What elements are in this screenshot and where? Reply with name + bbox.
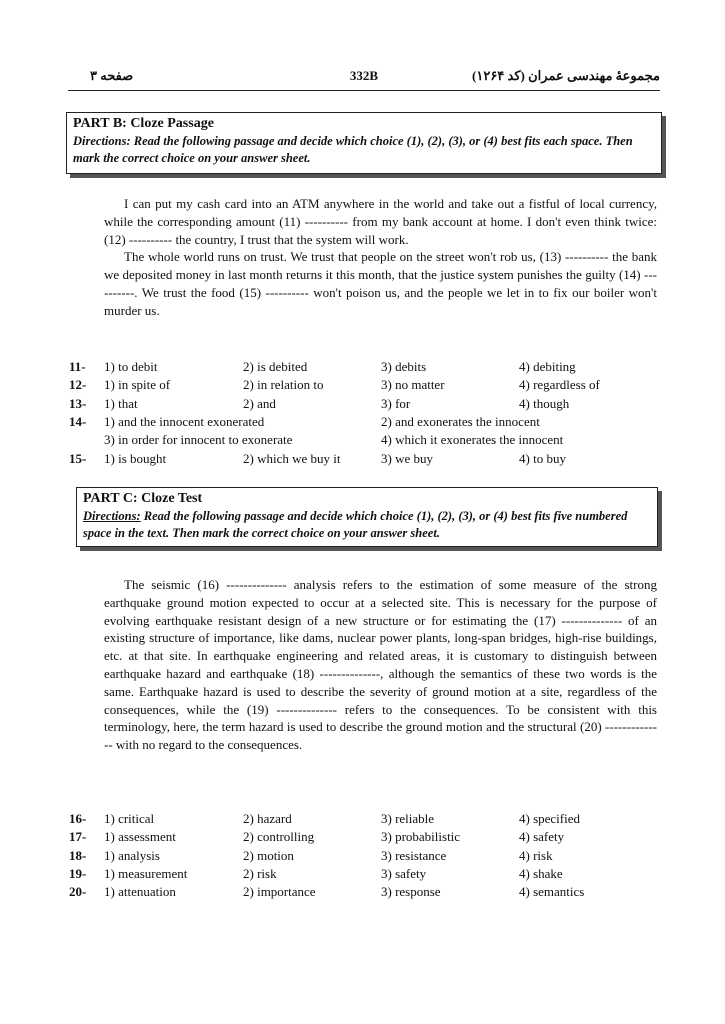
answer-option[interactable]: 2) motion	[243, 847, 294, 863]
question-row	[0, 883, 725, 901]
question-number: 11-	[69, 359, 86, 374]
answer-option[interactable]: 3) safety	[381, 865, 427, 881]
answer-option[interactable]: 2) and exonerates the innocent	[381, 413, 540, 429]
answer-option[interactable]: 1) assessment	[104, 829, 176, 845]
part-c-passage	[104, 576, 657, 754]
answer-option[interactable]: 2) is debited	[243, 359, 308, 374]
answer-option[interactable]: 1) to debit	[104, 359, 158, 374]
question-number: 16-	[69, 811, 87, 826]
part-b-directions: Directions: Read the following passage and decide which choice (1), (2), (3), or (4) best fits each space. Then mark the correct choice on your answer sheet.	[73, 134, 633, 165]
answer-option[interactable]: 2) controlling	[243, 829, 315, 845]
answer-option[interactable]: 1) critical	[104, 811, 155, 826]
part-c-paragraph: The seismic (16) -------------- analysis refers to the estimation of some measure of the strong earthquake ground motion expected to occur at a selected site. This is necessary for the purpose of evolving earthquake resistant design of a new structure or for estimating the (17) -------------- of an existing structure of importance, like dams, nuclear power plants, long-span bridges, high-rise buildings, etc. at that site. In earthquake engineering and related areas, it is customary to distinguish between earthquake hazard and earthquake (18) --------------, although the semantics of these two words is the same. Earthquake hazard is used to describe the severity of ground motion at a site, regardless of the consequences, while the (19) -------------- refers to the consequences. To be consistent with this terminology, here, the term hazard is used to describe the ground motion and the structural (20) -------------- with no regard to the consequences.	[104, 577, 657, 753]
answer-option[interactable]: 1) in spite of	[104, 377, 171, 393]
answer-option[interactable]: 1) that	[104, 395, 138, 411]
question-row	[0, 376, 725, 394]
answer-option[interactable]: 3) debits	[381, 359, 427, 374]
answer-option[interactable]: 1) measurement	[104, 865, 188, 881]
question-row	[0, 358, 725, 376]
answer-option[interactable]: 1) is bought	[104, 450, 167, 466]
part-b-paragraph-2: The whole world runs on trust. We trust that people on the street won't rob us, (13) ---------- the bank we deposited money in last month returns it this month, that the justice system punishes the guilty (14) ----------. We trust the food (15) ---------- won't poison us, and the people we let in to fix our boiler won't murder us.	[104, 249, 657, 318]
answer-option[interactable]: 1) attenuation	[104, 884, 176, 900]
part-b-box	[66, 112, 662, 174]
answer-option[interactable]: 3) probabilistic	[381, 829, 461, 845]
question-number: 19-	[69, 865, 87, 881]
question-number: 18-	[69, 847, 87, 863]
question-row	[0, 847, 725, 865]
answer-option[interactable]: 2) in relation to	[243, 377, 324, 393]
answer-option[interactable]: 2) which we buy it	[243, 450, 341, 466]
part-c-directions-label: Directions:	[83, 509, 141, 523]
question-number: 17-	[69, 829, 87, 845]
question-row	[0, 828, 725, 846]
answer-option[interactable]: 3) reliable	[381, 811, 435, 826]
question-row	[0, 865, 725, 883]
header-rule	[68, 90, 660, 91]
answer-option[interactable]: 4) to buy	[519, 450, 566, 466]
answer-option[interactable]: 2) importance	[243, 884, 316, 900]
question-number: 15-	[69, 450, 87, 466]
answer-option[interactable]: 3) we buy	[381, 450, 433, 466]
question-number: 13-	[69, 395, 87, 411]
part-b-title: PART B: Cloze Passage	[73, 116, 214, 131]
answer-option[interactable]: 1) analysis	[104, 847, 160, 863]
answer-option[interactable]: 4) shake	[519, 865, 563, 881]
answer-option[interactable]: 3) in order for innocent to exonerate	[104, 432, 293, 448]
answer-option[interactable]: 4) regardless of	[519, 377, 600, 393]
answer-option[interactable]: 3) for	[381, 395, 411, 411]
question-row	[0, 810, 725, 828]
answer-option[interactable]: 4) though	[519, 395, 570, 411]
answer-option[interactable]: 3) resistance	[381, 847, 447, 863]
question-row	[0, 450, 725, 468]
page-number: صفحه ۳	[90, 68, 134, 83]
answer-option[interactable]: 3) no matter	[381, 377, 445, 393]
question-row	[0, 413, 725, 431]
answer-option[interactable]: 2) hazard	[243, 811, 292, 826]
answer-option[interactable]: 4) debiting	[519, 359, 576, 374]
question-number: 14-	[69, 413, 87, 429]
part-b-passage	[104, 195, 657, 320]
answer-option[interactable]: 1) and the innocent exonerated	[104, 413, 265, 429]
answer-option[interactable]: 4) risk	[519, 847, 553, 863]
part-b-paragraph-1: I can put my cash card into an ATM anywhere in the world and take out a fistful of local currency, while the corresponding amount (11) ---------- from my bank account at home. I don't even think twice: (12) ---------- the country, I trust that the system will work.	[104, 196, 657, 247]
part-c-box	[76, 487, 658, 547]
answer-option[interactable]: 4) specified	[519, 811, 581, 826]
question-number: 12-	[69, 377, 87, 393]
page-header	[68, 68, 660, 86]
answer-option[interactable]: 4) semantics	[519, 884, 585, 900]
answer-option[interactable]: 2) and	[243, 395, 276, 411]
answer-option[interactable]: 4) which it exonerates the innocent	[381, 432, 564, 448]
exam-title: مجموعهٔ مهندسی عمران (کد ۱۲۶۴)	[472, 68, 660, 83]
question-row	[0, 395, 725, 413]
part-c-directions	[83, 508, 651, 542]
answer-option[interactable]: 4) safety	[519, 829, 565, 845]
part-c-title: PART C: Cloze Test	[83, 491, 203, 506]
answer-option[interactable]: 3) response	[381, 884, 441, 900]
question-row	[0, 431, 725, 449]
part-c-directions-text: Read the following passage and decide which choice (1), (2), (3), or (4) best fits five numbered space in the text. Then mark the correct choice on your answer sheet.	[83, 509, 628, 540]
exam-code: 332B	[349, 68, 379, 83]
question-number: 20-	[69, 884, 87, 900]
answer-option[interactable]: 2) risk	[243, 865, 277, 881]
